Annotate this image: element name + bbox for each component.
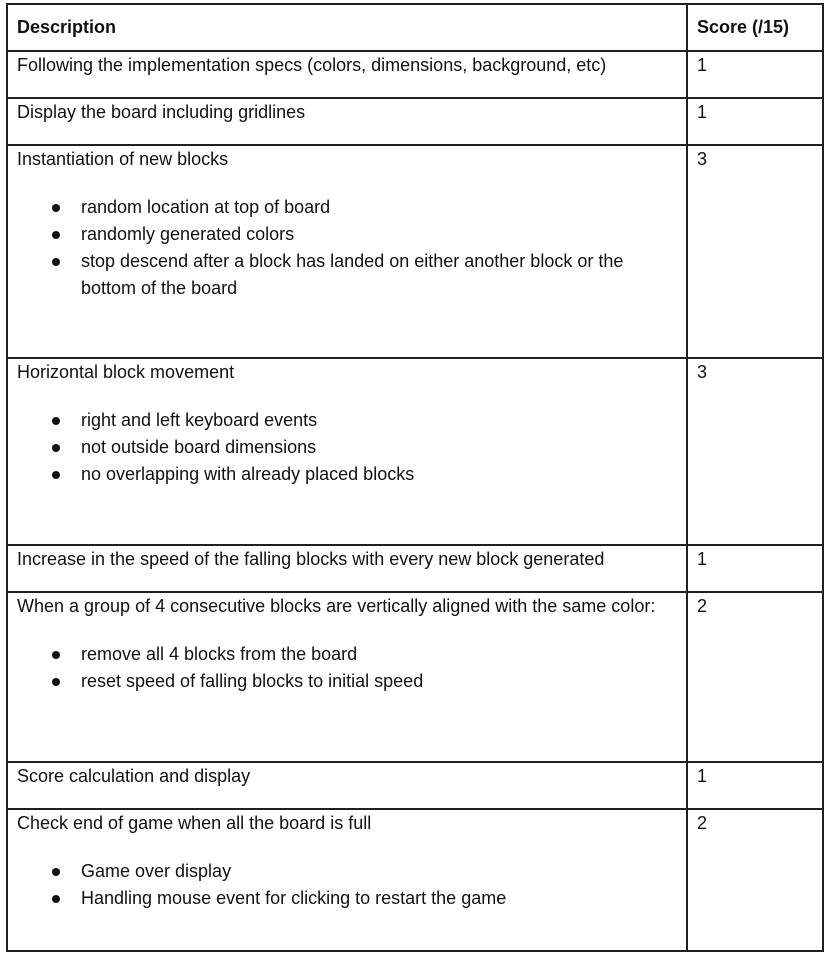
bullet-icon bbox=[52, 868, 60, 876]
list-item bbox=[81, 668, 677, 695]
row-description: Score calculation and display bbox=[17, 766, 251, 786]
bullet-icon bbox=[52, 204, 60, 212]
list-item-text: Handling mouse event for clicking to restart the game bbox=[81, 888, 507, 908]
row-description: Following the implementation specs (colors, dimensions, background, etc) bbox=[17, 55, 607, 75]
row-score: 2 bbox=[687, 592, 823, 762]
rubric-table bbox=[6, 3, 824, 952]
list-item-text: randomly generated colors bbox=[81, 224, 295, 244]
row-description: Instantiation of new blocks bbox=[17, 149, 229, 169]
header-description: Description bbox=[7, 4, 687, 51]
row-score: 3 bbox=[687, 358, 823, 545]
table-row bbox=[7, 145, 823, 358]
bullet-list bbox=[17, 858, 677, 912]
list-item bbox=[81, 221, 677, 248]
list-item bbox=[81, 461, 677, 488]
table-header-row bbox=[7, 4, 823, 51]
row-description-cell bbox=[7, 358, 687, 545]
bullet-icon bbox=[52, 895, 60, 903]
row-description: Display the board including gridlines bbox=[17, 102, 306, 122]
list-item bbox=[81, 641, 677, 668]
row-score: 2 bbox=[687, 809, 823, 951]
list-item-text: random location at top of board bbox=[81, 197, 331, 217]
list-item bbox=[81, 194, 677, 221]
bullet-list bbox=[17, 641, 677, 695]
row-description-cell bbox=[7, 51, 687, 98]
bullet-icon bbox=[52, 258, 60, 266]
row-description-cell bbox=[7, 809, 687, 951]
bullet-list bbox=[17, 194, 677, 302]
bullet-list bbox=[17, 407, 677, 488]
table-row bbox=[7, 762, 823, 809]
bullet-icon bbox=[52, 417, 60, 425]
table-row bbox=[7, 358, 823, 545]
list-item bbox=[81, 885, 677, 912]
row-description-cell bbox=[7, 98, 687, 145]
table-row bbox=[7, 592, 823, 762]
table-row bbox=[7, 809, 823, 951]
bullet-icon bbox=[52, 678, 60, 686]
row-description: Increase in the speed of the falling blocks with every new block generated bbox=[17, 549, 605, 569]
row-description-cell bbox=[7, 145, 687, 358]
row-score: 1 bbox=[687, 545, 823, 592]
table-row bbox=[7, 98, 823, 145]
list-item-text: reset speed of falling blocks to initial speed bbox=[81, 671, 424, 691]
table-row bbox=[7, 545, 823, 592]
bullet-icon bbox=[52, 444, 60, 452]
list-item-text: not outside board dimensions bbox=[81, 437, 317, 457]
bullet-icon bbox=[52, 231, 60, 239]
list-item-text: Game over display bbox=[81, 861, 232, 881]
row-score: 1 bbox=[687, 98, 823, 145]
row-description-cell bbox=[7, 762, 687, 809]
list-item-text: remove all 4 blocks from the board bbox=[81, 644, 358, 664]
list-item bbox=[81, 407, 677, 434]
row-score: 1 bbox=[687, 762, 823, 809]
header-score: Score (/15) bbox=[687, 4, 823, 51]
bullet-icon bbox=[52, 651, 60, 659]
list-item bbox=[81, 858, 677, 885]
row-description-cell bbox=[7, 545, 687, 592]
list-item bbox=[81, 434, 677, 461]
list-item-text: stop descend after a block has landed on either another block or the bottom of the board bbox=[81, 251, 624, 298]
row-description: Check end of game when all the board is full bbox=[17, 813, 372, 833]
row-score: 3 bbox=[687, 145, 823, 358]
table-row bbox=[7, 51, 823, 98]
row-description: When a group of 4 consecutive blocks are vertically aligned with the same color: bbox=[17, 596, 656, 616]
bullet-icon bbox=[52, 471, 60, 479]
list-item bbox=[81, 248, 677, 302]
row-description: Horizontal block movement bbox=[17, 362, 235, 382]
row-score: 1 bbox=[687, 51, 823, 98]
row-description-cell bbox=[7, 592, 687, 762]
list-item-text: right and left keyboard events bbox=[81, 410, 318, 430]
list-item-text: no overlapping with already placed blocks bbox=[81, 464, 415, 484]
